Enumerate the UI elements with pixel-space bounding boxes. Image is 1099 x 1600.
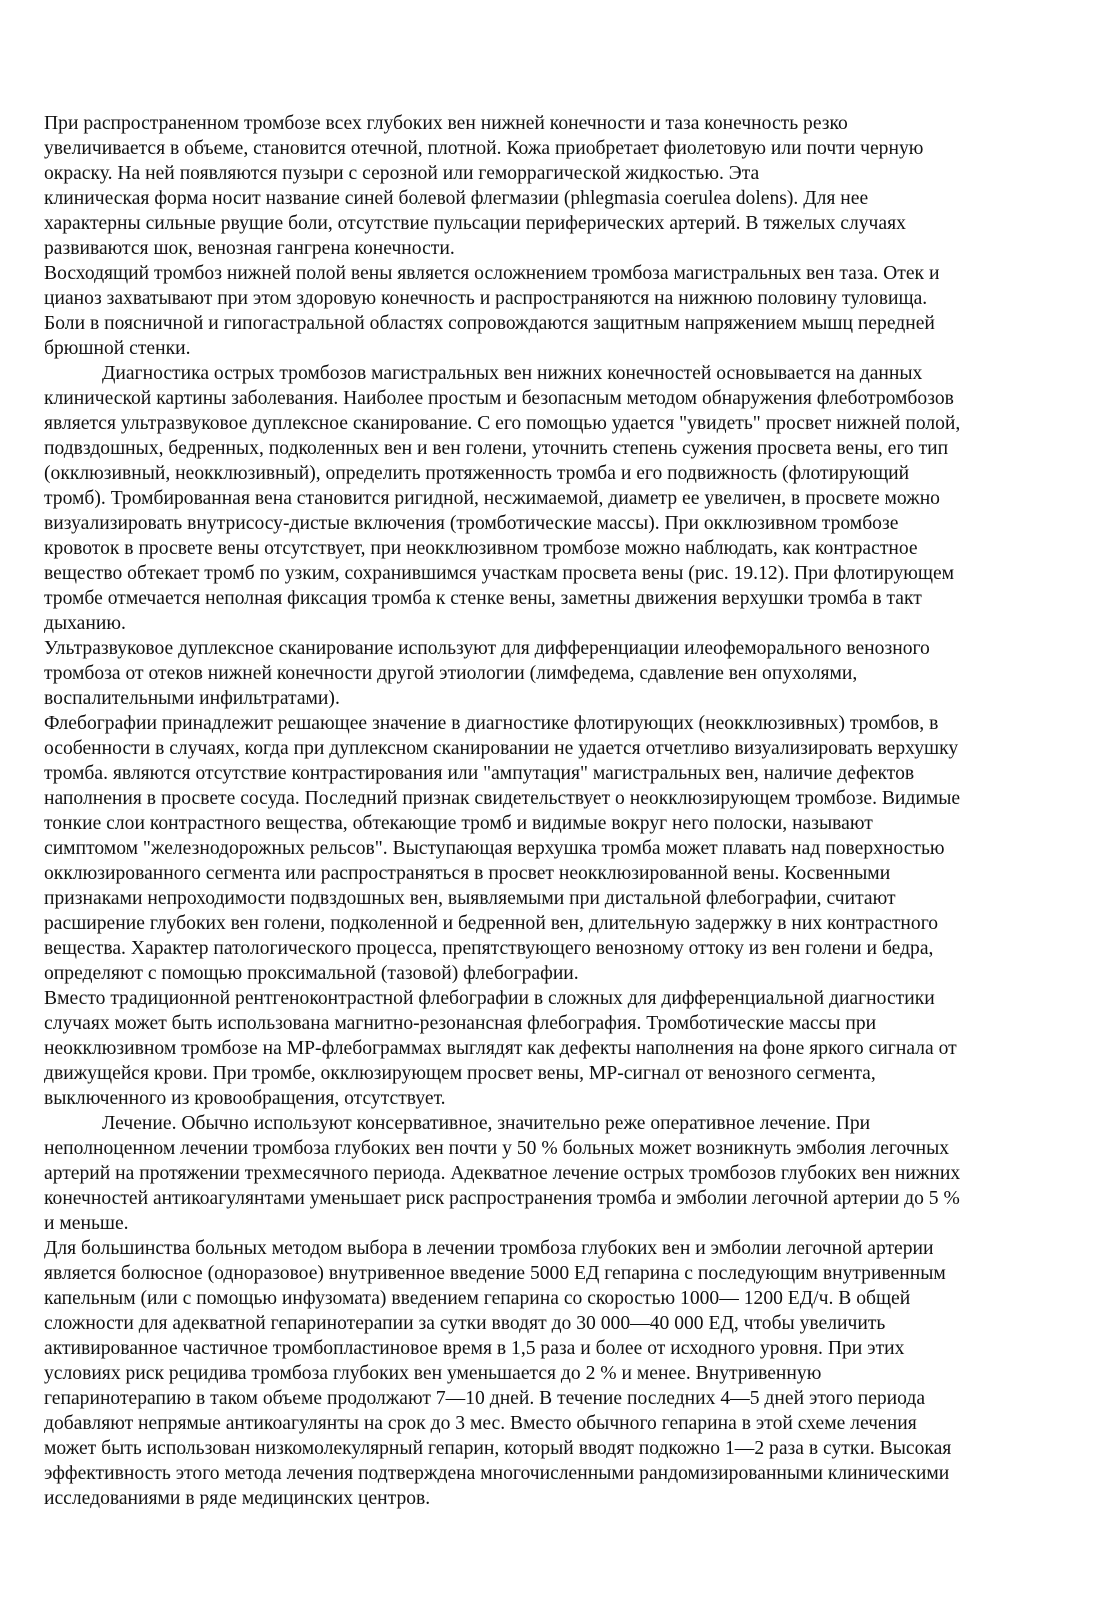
text-line: (окклюзивный, неокклюзивный), определить протяженность тромба и его подвижность (флотирующий <box>44 463 910 484</box>
text-line: наполнения в просвете сосуда. Последний признак свидетельствует о неокклюзирующем тромбозе. Видимые <box>44 788 961 809</box>
text-line: клиническая форма носит название синей болевой флегмазии (phlegmasia coerulea dolens). Для нее <box>44 188 869 209</box>
text-line: увеличивается в объеме, становится отечной, плотной. Кожа приобретает фиолетовую или почти черную <box>44 138 924 159</box>
text-line: развиваются шок, венозная гангрена конечности. <box>44 238 455 259</box>
text-line: неполноценном лечении тромбоза глубоких вен почти у 50 % больных может возникнуть эмболия легочных <box>44 1138 950 1159</box>
text-line: тромбоза от отеков нижней конечности другой этиологии (лимфедема, сдавление вен опухолями, <box>44 663 858 684</box>
text-line: кровоток в просвете вены отсутствует, при неокклюзивном тромбозе можно наблюдать, как контрастное <box>44 538 918 559</box>
text-line: визуализировать внутрисосу-дистые включения (тромботические массы). При окклюзивном тромбозе <box>44 513 899 534</box>
text-line: вещество обтекает тромб по узким, сохранившимся участкам просвета вены (рис. 19.12). При флотирующем <box>44 563 955 584</box>
text-line: окклюзированного сегмента или распространяться в просвет неокклюзированной вены. Косвенными <box>44 863 891 884</box>
text-line: дыханию. <box>44 613 126 634</box>
text-line: клинической картины заболевания. Наиболее простым и безопасным методом обнаружения флеботромбозов <box>44 388 954 409</box>
text-line: характерны сильные рвущие боли, отсутствие пульсации периферических артерий. В тяжелых случаях <box>44 213 906 234</box>
text-line: неокклюзивном тромбозе на МР-флебограммах выглядят как дефекты наполнения на фоне яркого сигнала от <box>44 1038 957 1059</box>
text-line: Для большинства больных методом выбора в лечении тромбоза глубоких вен и эмболии легочной артерии <box>44 1238 934 1259</box>
text-line: Боли в поясничной и гипогастральной областях сопровождаются защитным напряжением мышц передней <box>44 313 935 334</box>
text-line: тромбе отмечается неполная фиксация тромба к стенке вены, заметны движения верхушки тромба в такт <box>44 588 922 609</box>
text-line: конечностей антикоагулянтами уменьшает риск распространения тромба и эмболии легочной артерии до 5 % <box>44 1188 960 1209</box>
text-line: случаях может быть использована магнитно-резонансная флебография. Тромботические массы при <box>44 1013 877 1034</box>
text-line: сложности для адекватной гепаринотерапии за сутки вводят до 30 000—40 000 ЕД, чтобы увеличить <box>44 1313 886 1334</box>
text-line: добавляют непрямые антикоагулянты на срок до 3 мес. Вместо обычного гепарина в этой схеме лечения <box>44 1413 917 1434</box>
text-line: движущейся крови. При тромбе, окклюзирующем просвет вены, МР-сигнал от венозного сегмента, <box>44 1063 876 1084</box>
text-line: подвздошных, бедренных, подколенных вен и вен голени, уточнить степень сужения просвета вены, его тип <box>44 438 949 459</box>
text-line: и меньше. <box>44 1213 129 1234</box>
text-line: Вместо традиционной рентгеноконтрастной флебографии в сложных для дифференциальной диагностики <box>44 988 935 1009</box>
text-line: симптомом "железнодорожных рельсов". Выступающая верхушка тромба может плавать над поверхностью <box>44 838 945 859</box>
text-line: признаками непроходимости подвздошных вен, выявляемыми при дистальной флебографии, считают <box>44 888 896 909</box>
text-line: При распространенном тромбозе всех глубоких вен нижней конечности и таза конечность резко <box>44 113 848 134</box>
text-line: активированное частичное тромбопластиновое время в 1,5 раза и более от исходного уровня. При этих <box>44 1338 905 1359</box>
text-line: Флебографии принадлежит решающее значение в диагностике флотирующих (неокклюзивных) тромбов, в <box>44 713 939 734</box>
text-line: Диагностика острых тромбозов магистральных вен нижних конечностей основывается на данных <box>102 363 923 384</box>
text-line: может быть использован низкомолекулярный гепарин, который вводят подкожно 1—2 раза в сутки. Высокая <box>44 1438 952 1459</box>
text-line: гепаринотерапию в таком объеме продолжают 7—10 дней. В течение последних 4—5 дней этого периода <box>44 1388 926 1409</box>
text-line: Ультразвуковое дуплексное сканирование используют для дифференциации илеофеморального венозного <box>44 638 930 659</box>
text-line: является ультразвуковое дуплексное сканирование. С его помощью удается "увидеть" просвет нижней полой, <box>44 413 961 434</box>
text-line: эффективность этого метода лечения подтверждена многочисленными рандомизированными клиническими <box>44 1463 950 1484</box>
text-line: Лечение. Обычно используют консервативное, значительно реже оперативное лечение. При <box>102 1113 871 1134</box>
text-line: тромба. являются отсутствие контрастирования или "ампутация" магистральных вен, наличие дефектов <box>44 763 915 784</box>
text-line: исследованиями в ряде медицинских центров. <box>44 1488 431 1509</box>
text-line: условиях риск рецидива тромбоза глубоких вен уменьшается до 2 % и менее. Внутривенную <box>44 1363 822 1384</box>
text-line: особенности в случаях, когда при дуплексном сканировании не удается отчетливо визуализировать верхушку <box>44 738 959 759</box>
text-line: тромб). Тромбированная вена становится ригидной, несжимаемой, диаметр ее увеличен, в просвете можно <box>44 488 940 509</box>
text-line: выключенного из кровообращения, отсутствует. <box>44 1088 446 1109</box>
text-line: является болюсное (одноразовое) внутривенное введение 5000 ЕД гепарина с последующим внутривенным <box>44 1263 946 1284</box>
text-line: капельным (или с помощью инфузомата) введением гепарина со скоростью 1000— 1200 ЕД/ч. В общей <box>44 1288 911 1309</box>
text-line: окраску. На ней появляются пузыри с серозной или геморрагической жидкостью. Эта <box>44 163 760 184</box>
text-line: брюшной стенки. <box>44 338 191 359</box>
text-line: Восходящий тромбоз нижней полой вены является осложнением тромбоза магистральных вен таза. Отек и <box>44 263 940 284</box>
text-line: расширение глубоких вен голени, подколенной и бедренной вен, длительную задержку в них контрастного <box>44 913 939 934</box>
text-line: тонкие слои контрастного вещества, обтекающие тромб и видимые вокруг него полоски, называют <box>44 813 873 834</box>
text-line: вещества. Характер патологического процесса, препятствующего венозному оттоку из вен голени и бедра, <box>44 938 934 959</box>
text-line: определяют с помощью проксимальной (тазовой) флебографии. <box>44 963 579 984</box>
text-line: цианоз захватывают при этом здоровую конечность и распространяются на нижнюю половину туловища. <box>44 288 928 309</box>
text-line: артерий на протяжении трехмесячного периода. Адекватное лечение острых тромбозов глубоких вен нижних <box>44 1163 961 1184</box>
text-line: воспалительными инфильтратами). <box>44 688 340 709</box>
